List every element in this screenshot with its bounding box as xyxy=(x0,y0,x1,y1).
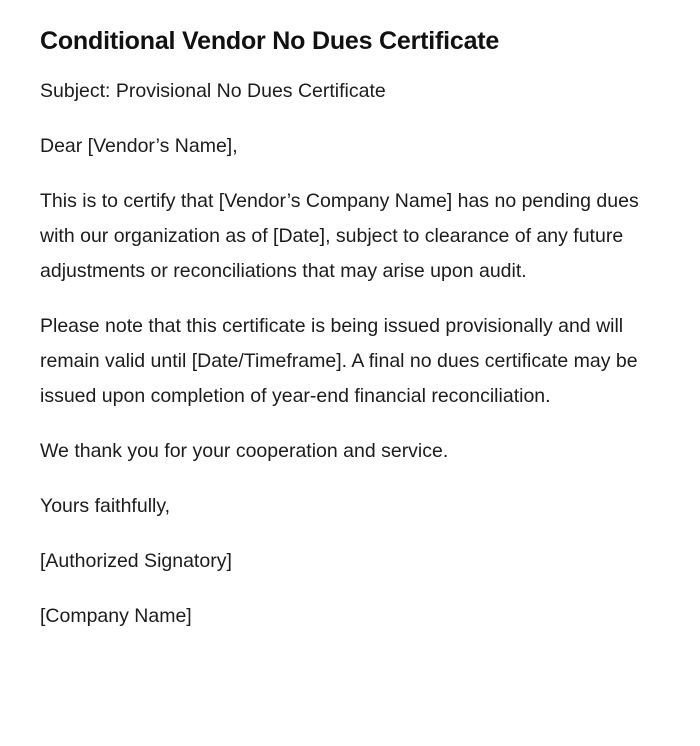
subject-line: Subject: Provisional No Dues Certificate xyxy=(40,80,386,102)
signatory-placeholder: [Authorized Signatory] xyxy=(40,550,232,572)
thanks-line: We thank you for your cooperation and service. xyxy=(40,440,449,462)
company-name-placeholder: [Company Name] xyxy=(40,605,192,627)
body-paragraph-validity: Please note that this certificate is being issued provisionally and will remain valid until [Date/Timeframe]. A final no dues certificate may be issued upon completion of year-end financial reconciliation. xyxy=(40,315,638,407)
closing-line: Yours faithfully, xyxy=(40,495,171,517)
salutation: Dear [Vendor’s Name], xyxy=(40,135,238,157)
body-paragraph-certification: This is to certify that [Vendor’s Company Name] has no pending dues with our organization as of [Date], subject to clearance of any future adjustments or reconciliations that may arise upon audit. xyxy=(40,190,639,282)
document-title: Conditional Vendor No Dues Certificate xyxy=(40,27,500,55)
